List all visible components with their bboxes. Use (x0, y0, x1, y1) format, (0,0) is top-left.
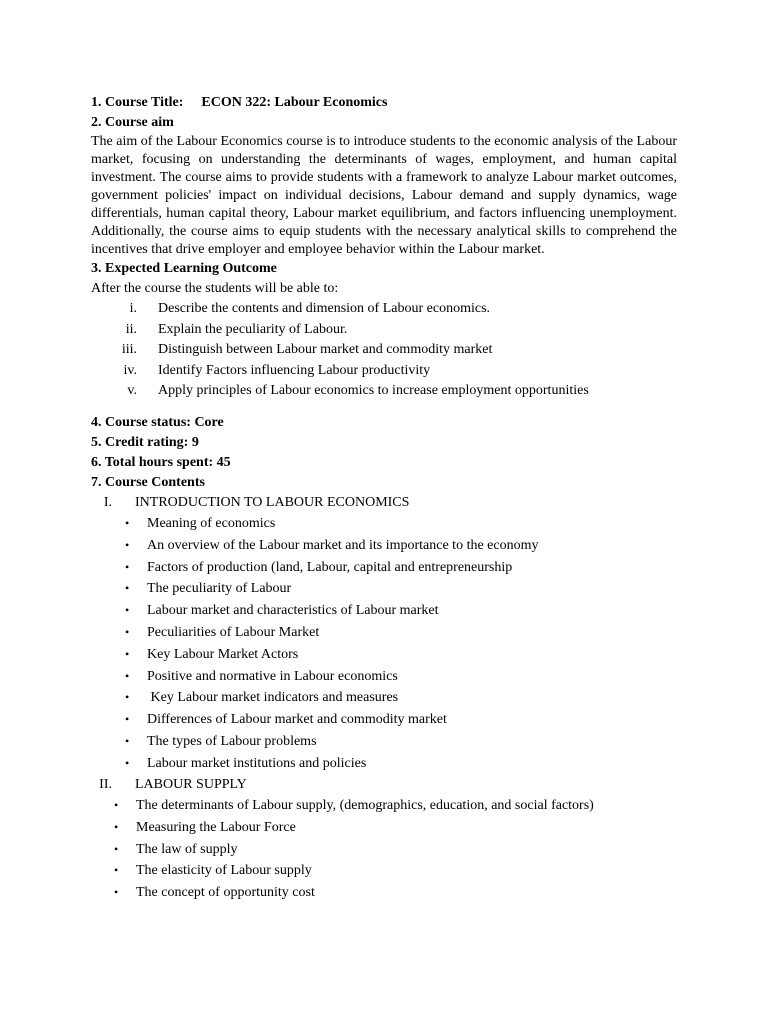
list-item-text: Describe the contents and dimension of Labour economics. (158, 301, 491, 316)
contents-heading: 7. Course Contents (91, 474, 205, 490)
list-number: ii. (125, 321, 137, 337)
bullet-icon: • (125, 755, 130, 770)
list-item-text: Peculiarities of Labour Market (147, 624, 320, 640)
list-item (91, 882, 677, 904)
bullet-icon: • (125, 559, 130, 574)
list-item-text: Measuring the Labour Force (136, 819, 296, 835)
list-item-text: The determinants of Labour supply, (demographics, education, and social factors) (136, 798, 594, 814)
list-item-text: An overview of the Labour market and its importance to the economy (147, 537, 539, 553)
bullet-icon: • (125, 603, 130, 618)
list-item (91, 666, 677, 688)
list-item-text: Meaning of economics (147, 516, 276, 531)
list-item (91, 535, 677, 557)
list-item (91, 817, 677, 839)
bullet-icon: • (114, 885, 119, 900)
outcome-list (91, 299, 677, 402)
list-item (91, 795, 677, 817)
course-aim-heading: 2. Course aim (91, 115, 174, 130)
credit-rating: 5. Credit rating: 9 (91, 434, 199, 450)
course-title (91, 93, 677, 113)
list-item (91, 753, 677, 775)
bullet-icon: • (125, 646, 130, 661)
section-title: LABOUR SUPPLY (135, 776, 247, 792)
list-item (91, 687, 677, 709)
section-number: I. (103, 494, 112, 510)
list-item-text: Identify Factors influencing Labour productivity (158, 362, 431, 378)
list-item-text: Key Labour Market Actors (147, 646, 299, 662)
list-item-text: Labour market institutions and policies (147, 755, 367, 771)
bullet-icon: • (125, 581, 130, 596)
list-item-text: Distinguish between Labour market and commodity market (158, 342, 493, 357)
list-item-text: Explain the peculiarity of Labour. (158, 321, 348, 337)
course-title-value: ECON 322: Labour Economics (201, 95, 388, 110)
list-item (91, 709, 677, 731)
list-item-text: The types of Labour problems (147, 733, 317, 749)
bullet-icon: • (114, 819, 119, 834)
list-item (91, 860, 677, 882)
section-heading-supply (91, 775, 677, 796)
list-number: iv. (123, 362, 137, 378)
list-item (91, 557, 677, 579)
bullet-icon: • (125, 733, 130, 748)
list-item-text: Differences of Labour market and commodity market (147, 712, 447, 728)
bullet-icon: • (125, 537, 130, 552)
outcome-heading: 3. Expected Learning Outcome (91, 261, 277, 276)
list-number: i. (129, 301, 137, 316)
list-item (91, 600, 677, 622)
list-number: v. (127, 383, 137, 398)
course-title-label: 1. Course Title: (91, 95, 184, 110)
list-item (91, 644, 677, 666)
section-title: INTRODUCTION TO LABOUR ECONOMICS (135, 494, 410, 510)
bullet-icon: • (125, 516, 130, 530)
bullet-icon: • (125, 712, 130, 727)
list-item-text: The elasticity of Labour supply (136, 863, 312, 879)
bullet-icon: • (125, 668, 130, 683)
list-item-text: Positive and normative in Labour economics (147, 668, 398, 684)
list-item-text: Factors of production (land, Labour, capital and entrepreneurship (147, 559, 513, 575)
list-item (91, 299, 677, 320)
section-heading-intro (91, 493, 677, 514)
list-item-text: The law of supply (136, 841, 238, 857)
list-item (91, 320, 677, 341)
course-aim-text: The aim of the Labour Economics course is to introduce students to the economic analysis of the Labour market, focusing on understanding the determinants of wages, employment, and human capital investment. The course aims to provide students with a framework to analyze Labour market outcomes, government policies' impact on individual decisions, Labour demand and supply dynamics, wage differentials, human capital theory, Labour market equilibrium, and factors influencing unemployment. Additionally, the course aims to equip students with the necessary analytical skills to comprehend the incentives that drive employer and employee behavior within the Labour market. (91, 134, 677, 257)
bullet-icon: • (114, 841, 119, 856)
bullet-icon: • (125, 690, 130, 705)
list-item-text: Labour market and characteristics of Labour market (147, 603, 439, 619)
list-item (91, 381, 677, 402)
list-item (91, 578, 677, 600)
list-item (91, 839, 677, 861)
section-intro-list (91, 513, 677, 775)
bullet-icon: • (114, 798, 119, 813)
list-number: iii. (121, 342, 137, 357)
list-item (91, 513, 677, 535)
list-item-text: Key Labour market indicators and measures (147, 690, 399, 706)
list-item (91, 731, 677, 753)
document-content (91, 93, 677, 904)
section-number: II. (99, 776, 112, 792)
section-supply-list (91, 795, 677, 904)
list-item-text: The concept of opportunity cost (136, 885, 315, 901)
list-item-text: The peculiarity of Labour (147, 581, 292, 597)
list-item (91, 361, 677, 382)
total-hours: 6. Total hours spent: 45 (91, 454, 231, 470)
list-item-text: Apply principles of Labour economics to increase employment opportunities (158, 383, 589, 398)
outcome-intro: After the course the students will be able to: (91, 281, 339, 296)
bullet-icon: • (114, 863, 119, 878)
list-item (91, 622, 677, 644)
bullet-icon: • (125, 624, 130, 639)
list-item (91, 340, 677, 361)
course-status: 4. Course status: Core (91, 414, 224, 430)
